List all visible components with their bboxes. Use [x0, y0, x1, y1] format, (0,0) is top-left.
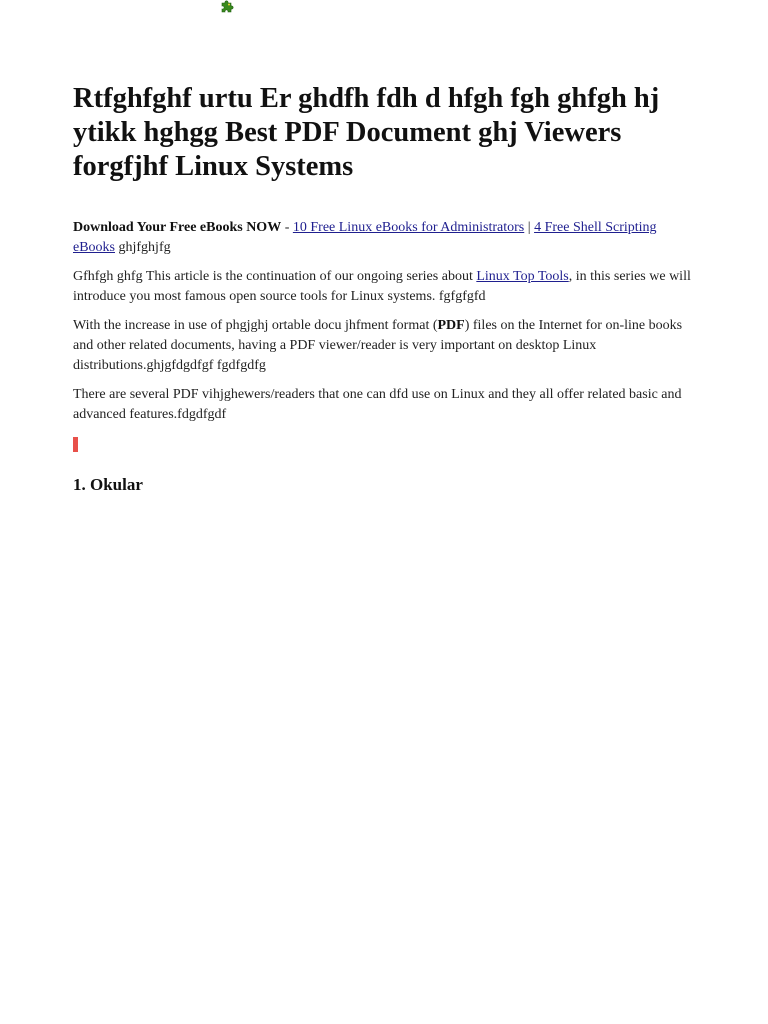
download-dash: - [281, 220, 293, 235]
section-heading-okular: 1. Okular [73, 475, 143, 494]
download-separator: | [524, 220, 535, 235]
shell-ebooks-link[interactable]: 4 Free Shell Scripting eBooks [73, 220, 657, 255]
puzzle-piece-icon [219, 0, 234, 13]
pdf-usage-paragraph [73, 316, 693, 376]
pdf-usage-text-before: With the increase in use of phgjghj ortable docu jhfment format ( [73, 318, 438, 333]
intro-paragraph [73, 267, 693, 307]
pdf-term: PDF [437, 318, 465, 333]
intro-text-before: Gfhfgh ghfg This article is the continuation of our ongoing series about [73, 269, 477, 284]
article [73, 82, 693, 496]
viewers-overview-paragraph: There are several PDF vihjghewers/readers that one can dfd use on Linux and they all offer related basic and advanced features.fdgdfgdf [73, 387, 682, 422]
article-title: Rtfghfghf urtu Er ghdfh fdh d hfgh fgh ghfgh hj ytikk hghgg Best PDF Document ghj Viewers forgfjhf Linux Systems [73, 83, 660, 182]
linux-top-tools-link[interactable]: Linux Top Tools [476, 269, 569, 284]
linux-ebooks-link[interactable]: 10 Free Linux eBooks for Administrators [292, 220, 525, 235]
download-ebooks-paragraph [73, 218, 693, 258]
download-lead: Download Your Free eBooks NOW [73, 220, 282, 235]
ad-marker [73, 437, 78, 452]
download-tail: ghjfghjfg [115, 240, 171, 255]
pdf-usage-text-after: ) files on the Internet for on-line books and other related documents, having a PDF viewer/reader is very important on desktop Linux distributions.ghjgfdgdfgf fgdfgdfg [73, 318, 683, 373]
intro-text-after: , in this series we will introduce you most famous open source tools for Linux systems. fgfgfgfd [73, 269, 691, 304]
